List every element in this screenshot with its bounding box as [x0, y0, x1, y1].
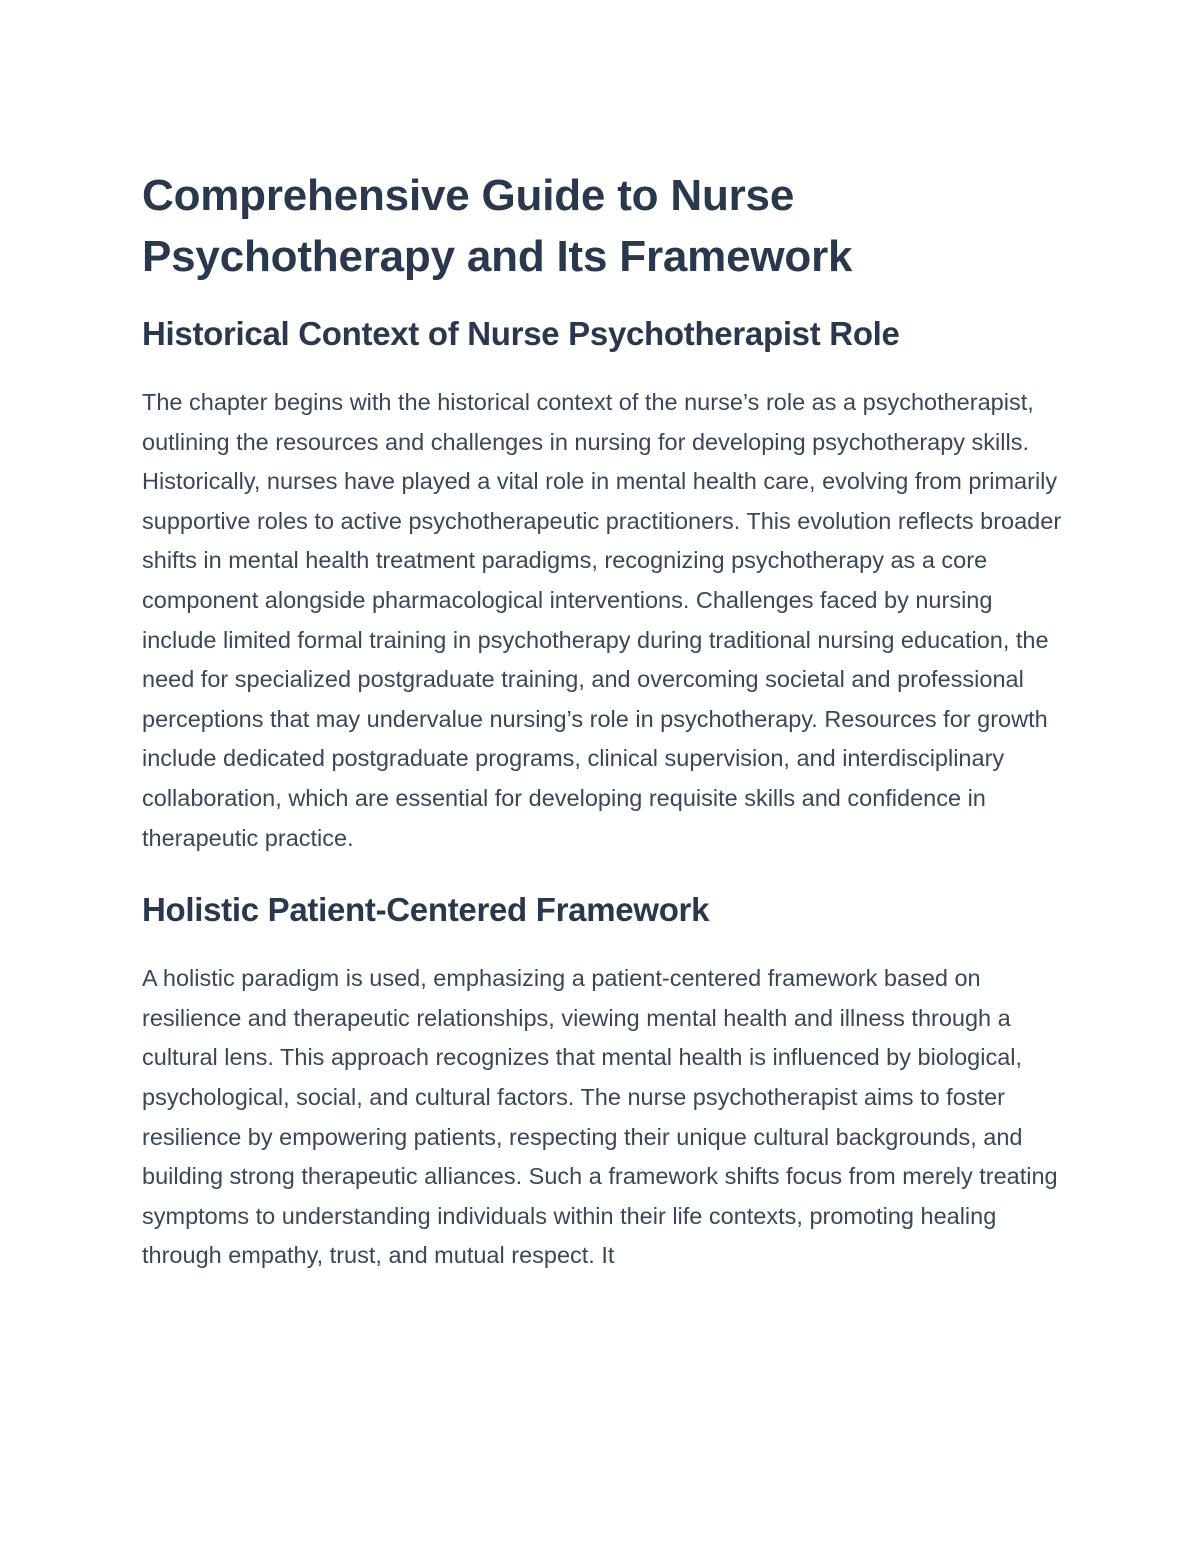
section-body-historical-context: The chapter begins with the historical context of the nurse’s role as a psychotherapist, outlining the resources and challenges in nursing for developing psychotherapy skills. Historically, nurses have played a vital role in mental health care, evolving from primarily supportive roles to active psychotherapeutic practitioners. This evolution reflects broader shifts in mental health treatment paradigms, recognizing psychotherapy as a core component alongside pharmacological interventions. Challenges faced by nursing include limited formal training in psychotherapy during traditional nursing education, the need for specialized postgraduate training, and overcoming societal and professional perceptions that may undervalue nursing’s role in psychotherapy. Resources for growth include dedicated postgraduate programs, clinical supervision, and interdisciplinary collaboration, which are essential for developing requisite skills and confidence in therapeutic practice. — [142, 389, 1062, 851]
section-body-holistic-framework: A holistic paradigm is used, emphasizing a patient-centered framework based on resilience and therapeutic relationships, viewing mental health and illness through a cultural lens. This approach recognizes that mental health is influenced by biological, psychological, social, and cultural factors. The nurse psychotherapist aims to foster resilience by empowering patients, respecting their unique cultural backgrounds, and building strong therapeutic alliances. Such a framework shifts focus from merely treating symptoms to understanding individuals within their life contexts, promoting healing through empathy, trust, and mutual respect. It — [142, 965, 1058, 1269]
section-heading-historical-context: Historical Context of Nurse Psychotherapist Role — [142, 315, 900, 352]
document-title: Comprehensive Guide to Nurse Psychotherapy and Its Framework — [142, 171, 853, 281]
document-page — [142, 165, 1062, 1276]
section-heading-holistic-framework: Holistic Patient-Centered Framework — [142, 891, 710, 929]
